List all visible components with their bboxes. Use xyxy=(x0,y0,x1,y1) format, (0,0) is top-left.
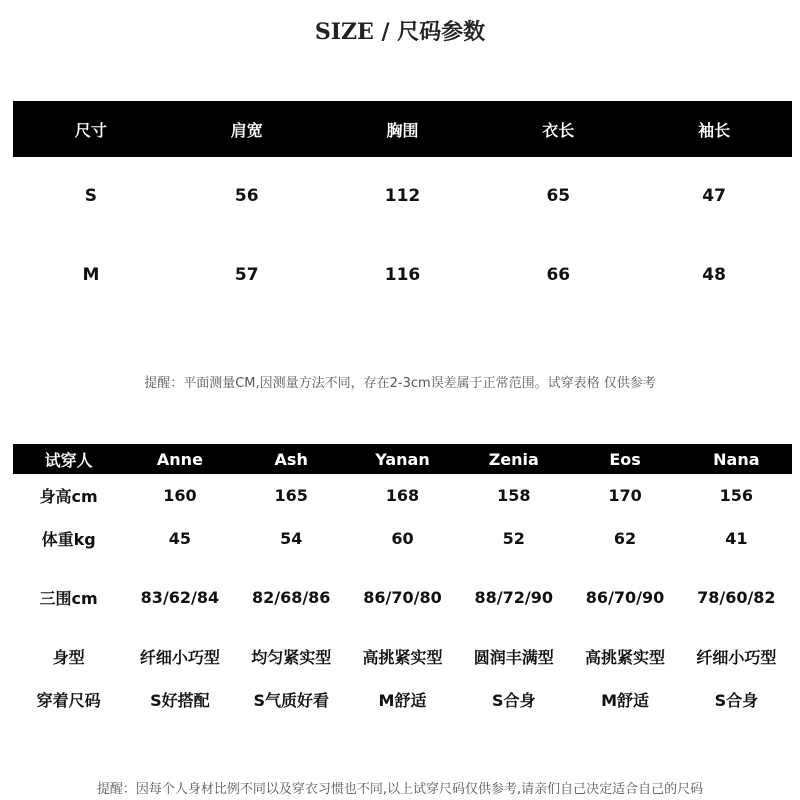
table-cell: 52 xyxy=(502,528,525,548)
table-row-measurements xyxy=(13,560,792,634)
table-row-worn-size xyxy=(13,678,792,720)
model-table xyxy=(13,444,792,720)
table-cell: 纤细小巧型 xyxy=(139,647,220,667)
row-label: 体重kg xyxy=(41,529,96,549)
header-cell-model: Anne xyxy=(156,449,203,469)
header-cell-shoulder: 肩宽 xyxy=(230,120,263,140)
header-cell-model: Yanan xyxy=(375,449,430,469)
table-cell: 160 xyxy=(163,485,197,505)
header-cell-model: Zenia xyxy=(488,449,539,469)
row-label: 身高cm xyxy=(39,486,98,506)
header-cell-model: Nana xyxy=(713,449,760,469)
table-cell: 82/68/86 xyxy=(251,587,331,607)
fit-note: 提醒：因每个人身材比例不同以及穿衣习惯也不同,以上试穿尺码仅供参考,请亲们自己决定适合自己的尺码 xyxy=(96,782,704,797)
header-cell-model: Ash xyxy=(274,449,308,469)
table-cell: 62 xyxy=(613,528,637,548)
header-cell-chest: 胸围 xyxy=(386,120,419,140)
table-cell: 60 xyxy=(391,528,414,548)
table-cell: 86/70/80 xyxy=(363,587,442,607)
table-cell: S合身 xyxy=(714,690,759,710)
table-cell: 112 xyxy=(384,186,421,206)
table-cell: 170 xyxy=(608,485,642,505)
table-cell: 57 xyxy=(234,264,259,285)
table-cell: 86/70/90 xyxy=(585,587,665,607)
table-cell: M舒适 xyxy=(601,690,650,710)
table-cell: 168 xyxy=(385,485,420,505)
size-table xyxy=(13,101,792,314)
table-cell: 纤细小巧型 xyxy=(696,647,777,667)
table-cell: 47 xyxy=(702,186,726,206)
header-cell-tester: 试穿人 xyxy=(44,450,93,470)
row-label: 身型 xyxy=(52,647,85,667)
table-cell: 高挑紧实型 xyxy=(585,647,666,667)
page-title: SIZE / 尺码参数 xyxy=(314,19,486,45)
header-cell-model: Eos xyxy=(609,449,641,469)
table-cell: 48 xyxy=(702,264,726,285)
measurement-note: 提醒：平面测量CM,因测量方法不同，存在2-3cm误差属于正常范围。试穿表格 仅供参考 xyxy=(144,376,656,391)
table-cell: 165 xyxy=(274,485,308,505)
table-row-weight xyxy=(13,516,792,560)
table-cell: M xyxy=(82,264,100,285)
header-cell-sleeve: 袖长 xyxy=(698,120,731,140)
table-cell: 均匀紧实型 xyxy=(251,647,332,667)
table-cell: S好搭配 xyxy=(150,690,210,710)
row-label: 穿着尺码 xyxy=(36,690,101,710)
size-table-header xyxy=(13,101,792,157)
table-cell: 高挑紧实型 xyxy=(362,647,443,667)
table-cell: S合身 xyxy=(492,690,536,710)
row-label: 三围cm xyxy=(39,588,98,608)
table-cell: 158 xyxy=(497,485,531,505)
header-cell-size: 尺寸 xyxy=(74,120,107,140)
model-table-header xyxy=(13,444,792,474)
table-row-height xyxy=(13,474,792,516)
table-cell: 156 xyxy=(719,485,754,505)
table-cell: M舒适 xyxy=(378,690,427,710)
table-cell: 116 xyxy=(384,264,421,285)
table-cell: 83/62/84 xyxy=(140,587,220,607)
header-cell-length: 衣长 xyxy=(542,120,575,140)
table-cell: 88/72/90 xyxy=(474,587,553,607)
table-row xyxy=(13,235,792,314)
table-cell: 圆润丰满型 xyxy=(473,647,554,667)
table-row xyxy=(13,157,792,235)
table-cell: 56 xyxy=(234,186,259,206)
table-row-body-type xyxy=(13,634,792,678)
table-cell: 41 xyxy=(725,528,748,548)
table-cell: 66 xyxy=(546,264,571,285)
table-cell: 45 xyxy=(168,528,192,548)
table-cell: 65 xyxy=(546,186,571,206)
table-cell: S气质好看 xyxy=(253,690,329,710)
table-cell: 78/60/82 xyxy=(697,587,776,607)
table-cell: S xyxy=(84,186,98,206)
table-cell: 54 xyxy=(280,528,303,548)
